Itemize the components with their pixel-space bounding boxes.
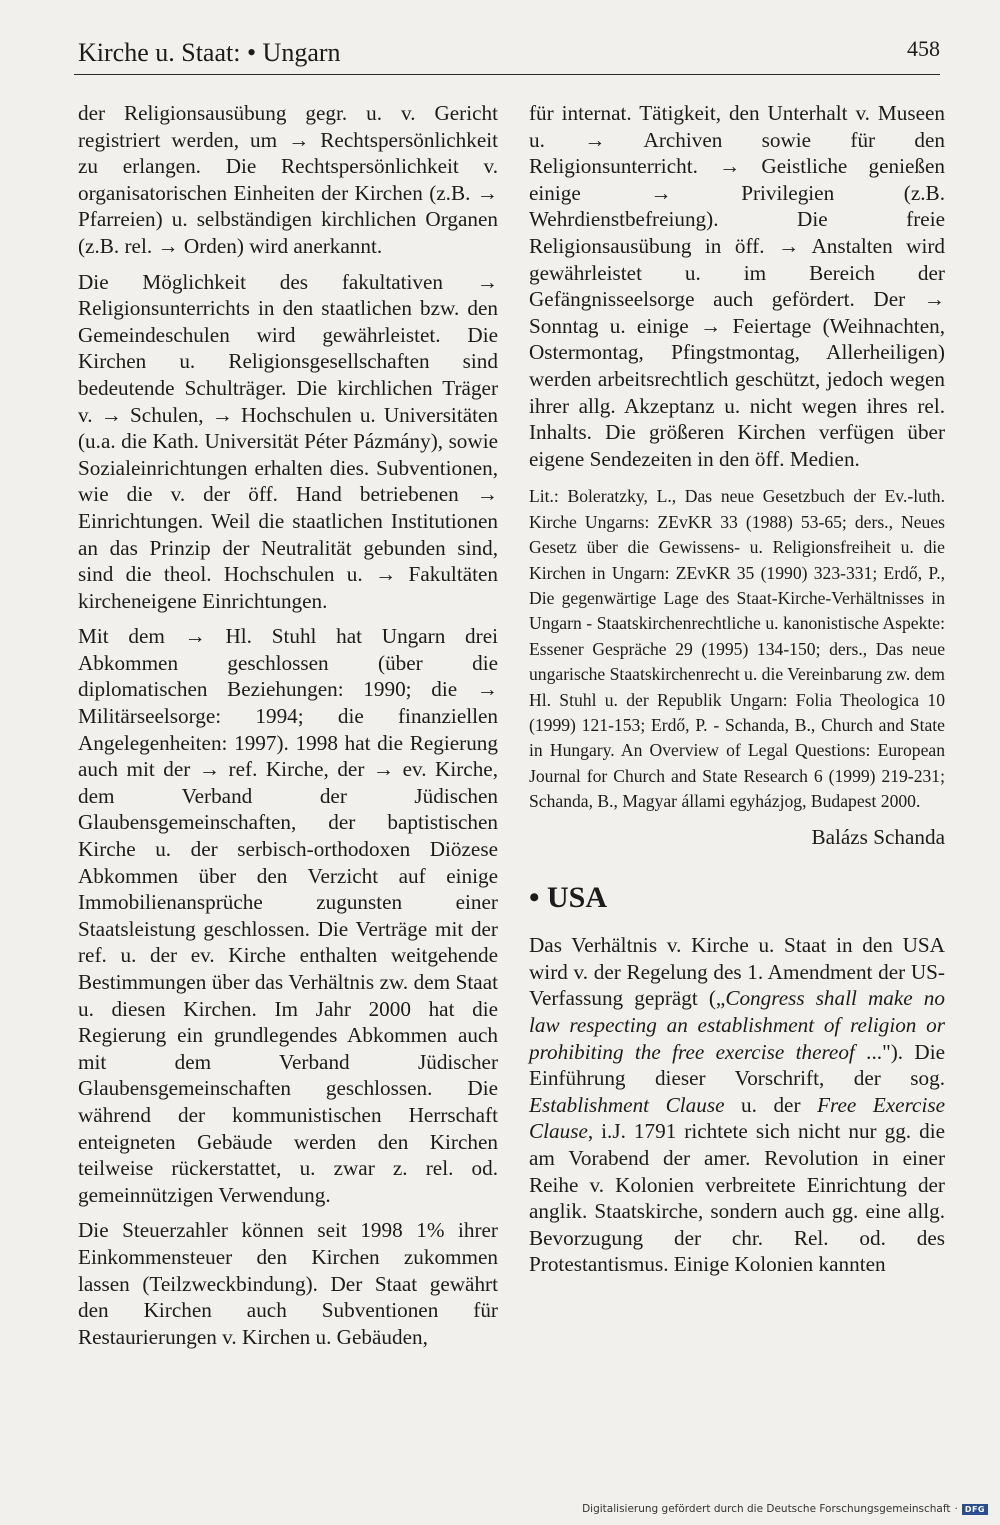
- paragraph: Mit dem → Hl. Stuhl hat Ungarn drei Abkommen geschlossen (über die diplomatischen Beziehungen: 1990; die → Militärseelsorge: 1994; die finanziellen Angelegenheiten: 1997). 1998 hat die Regierung auch mit der → ref. Kirche, der → ev. Kirche, dem Verband der Jüdischen Glaubensgemeinschaften, der baptistischen Kirche u. der serbisch-orthodoxen Diözese Abkommen über den Verzicht auf einige Immobilienansprüche zugunsten einer Staatsleistung geschlossen. Die Verträge mit der ref. u. der ev. Kirche enthalten weitgehende Bestimmungen über das Verhältnis zw. dem Staat u. diesen Kirchen. Im Jahr 2000 hat die Regierung ein grundlegendes Abkommen auch mit dem Verband Jüdischer Glaubensgemeinschaften geschlossen. Die während der kommunistischen Herrschaft enteigneten Gebäude werden den Kirchen teilweise rückerstattet, u. zwar z. rel. od. gemeinnützigen Verwendung.: [78, 624, 498, 1207]
- page-number: 458: [907, 36, 940, 61]
- paragraph: Die Möglichkeit des fakultativen → Religionsunterrichts in den staatlichen bzw. den Gemeindeschulen wird gewährleistet. Die Kirchen u. Religionsgesellschaften sind bedeutende Schulträger. Die kirchlichen Träger v. → Schulen, → Hochschulen u. Universitäten (u.a. die Kath. Universität Péter Pázmány), sowie Sozialeinrichtungen erhalten dies. Subventionen, wie die v. der öff. Hand betriebenen → Einrichtungen. Weil die staatlichen Institutionen an das Prinzip der Neutralität gebunden sind, sind die theol. Hochschulen u. → Fakultäten kircheneigene Einrichtungen.: [78, 269, 498, 613]
- digitization-footer: [582, 1503, 988, 1515]
- paragraph: für internat. Tätigkeit, den Unterhalt v. Museen u. → Archiven sowie für den Religionsunterricht. → Geistliche genießen einige → Privilegien (z.B. Wehrdienstbefreiung). Die freie Religionsausübung in öff. → Anstalten wird gewährleistet u. im Bereich der Gefängnisseelsorge auch gefördert. Der → Sonntag u. einige → Feiertage (Weihnachten, Ostermontag, Pfingstmontag, Allerheiligen) werden arbeitsrechtlich geschützt, jedoch wegen ihrer allg. Akzeptanz u. nicht wegen ihres rel. Inhalts. Die größeren Kirchen verfügen über eigene Sendezeiten in den öff. Medien.: [529, 101, 945, 471]
- dfg-logo: DFG: [962, 1504, 988, 1515]
- quote-text: Congress shall make no law respecting an establishment of religion or prohibiting the free exercise thereof: [529, 986, 945, 1064]
- text-run: ..."). Die Einführung dieser Vorschrift, der sog.: [529, 1039, 945, 1091]
- section-heading-usa: • USA: [529, 881, 608, 915]
- literature-references: Lit.: Boleratzky, L., Das neue Gesetzbuch der Ev.-luth. Kirche Ungarns: ZEvKR 33 (1988) 53-65; ders., Neues Gesetz über die Gewissens- u. Religionsfreiheit u. die Kirchen in Ungarn: ZEvKR 35 (1990) 323-331; Erdő, P., Die gegenwärtige Lage des Staat-Kirche-Verhältnisses in Ungarn - Staatskirchenrechtliche u. kanonistische Aspekte: Essener Gespräche 29 (1995) 134-150; ders., Das neue ungarische Staatskirchenrecht u. die Vereinbarung zw. dem Hl. Stuhl u. der Republik Ungarn: Folia Theologica 10 (1999) 121-153; Erdő, P. - Schanda, B., Church and State in Hungary. An Overview of Legal Questions: European Journal for Church and State Research 6 (1999) 219-231; Schanda, B., Magyar állami egyházjog, Budapest 2000.: [529, 486, 945, 812]
- left-column: [78, 100, 498, 1359]
- paragraph: [529, 932, 945, 1278]
- footer-separator: ·: [954, 1503, 958, 1515]
- footer-text: Digitalisierung gefördert durch die Deutsche Forschungsgemeinschaft: [582, 1503, 951, 1515]
- free-exercise-clause-term: Free Exercise Clause: [529, 1092, 945, 1144]
- text-run: , i.J. 1791 richtete sich nicht nur gg. die am Vorabend der amer. Revolution in einer Reihe v. Kolonien verbreitete Einrichtung der anglik. Staatskirche, sondern auch gg. eine allg. Bevorzugung der chr. Rel. od. des Protestantismus. Einige Kolonien kannten: [529, 1119, 945, 1277]
- text-run: u. der: [724, 1092, 818, 1117]
- running-header-title: Kirche u. Staat: • Ungarn: [78, 38, 341, 67]
- right-column: [529, 100, 945, 1287]
- header-rule: [74, 74, 940, 75]
- author-signature: Balázs Schanda: [811, 824, 945, 849]
- paragraph: Die Steuerzahler können seit 1998 1% ihrer Einkommensteuer den Kirchen zukommen lassen (Teilzweckbindung). Der Staat gewährt den Kirchen auch Subventionen für Restaurierungen v. Kirchen u. Gebäuden,: [78, 1218, 498, 1349]
- establishment-clause-term: Establishment Clause: [529, 1092, 725, 1117]
- paragraph: der Religionsausübung gegr. u. v. Gericht registriert werden, um → Rechtspersönlichkeit zu erlangen. Die Rechtspersönlichkeit v. organisatorischen Einheiten der Kirchen (z.B. → Pfarreien) u. selbständigen kirchlichen Organen (z.B. rel. → Orden) wird anerkannt.: [78, 101, 498, 258]
- text-run: Das Verhältnis v. Kirche u. Staat in den USA wird v. der Regelung des 1. Amendment der US-Verfassung geprägt („: [529, 933, 945, 1011]
